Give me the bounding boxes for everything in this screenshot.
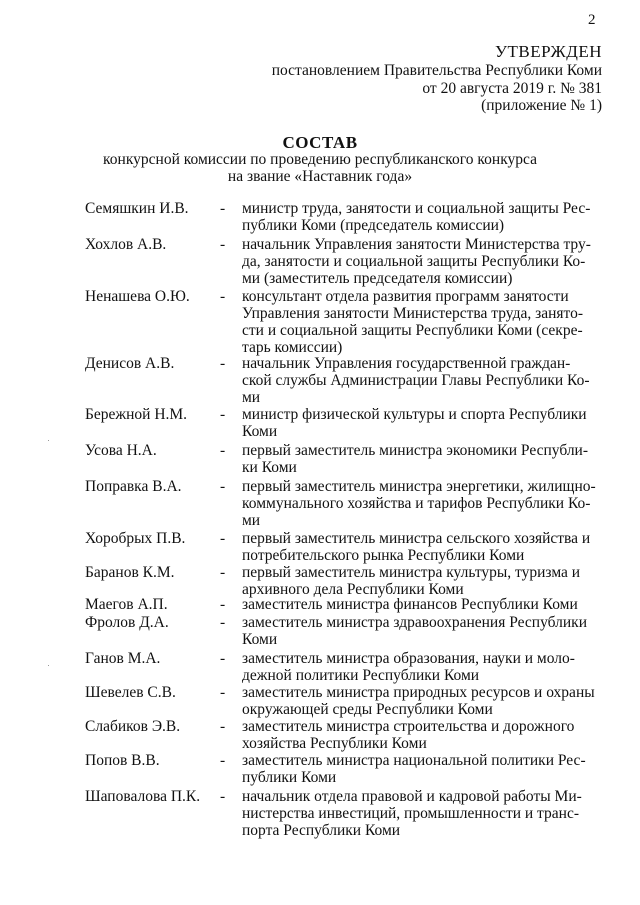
- member-dash: -: [220, 650, 226, 667]
- member-name: Фролов Д.А.: [85, 614, 169, 631]
- member-role-line: Коми: [242, 423, 278, 440]
- member-role: [242, 650, 600, 684]
- member-name: Ганов М.А.: [85, 650, 161, 667]
- approval-line-2: от 20 августа 2019 г. № 381: [422, 79, 602, 97]
- member-role-line: министр труда, занятости и социальной защиты Рес-: [242, 200, 591, 217]
- member-role: [242, 288, 600, 356]
- member-role-line: тарь комиссии): [242, 339, 343, 356]
- member-role-line: ми: [242, 389, 261, 406]
- member-name: Хоробрых П.В.: [85, 530, 186, 547]
- margin-mark: [48, 440, 49, 441]
- member-role-line: ской службы Администрации Главы Республики Ко-: [242, 372, 590, 389]
- member-role-line: ми (заместитель председателя комиссии): [242, 270, 513, 287]
- member-role-line: заместитель министра образования, науки и моло-: [242, 650, 575, 667]
- member-role-line: коммунального хозяйства и тарифов Республики Ко-: [242, 495, 591, 512]
- member-role-line: потребительского рынка Республики Коми: [242, 547, 525, 564]
- approval-title: УТВЕРЖДЕН: [495, 42, 602, 61]
- member-dash: -: [220, 596, 226, 613]
- member-role-line: первый заместитель министра энергетики, жилищно-: [242, 478, 596, 495]
- member-dash: -: [220, 718, 226, 735]
- member-name: Ненашева О.Ю.: [85, 288, 190, 305]
- member-name: Баранов К.М.: [85, 564, 175, 581]
- member-dash: -: [220, 442, 226, 459]
- member-role-line: публики Коми (председатель комиссии): [242, 217, 505, 234]
- member-role: [242, 614, 600, 648]
- document-subtitle: [0, 151, 640, 185]
- member-dash: -: [220, 288, 226, 305]
- member-role-line: дежной политики Республики Коми: [242, 667, 480, 684]
- member-role: [242, 442, 600, 476]
- member-name: Семяшкин И.В.: [85, 200, 189, 217]
- member-role-line: Коми: [242, 631, 278, 648]
- member-dash: -: [220, 684, 226, 701]
- member-role-line: Управления занятости Министерства труда, занято-: [242, 305, 583, 322]
- member-role: [242, 718, 600, 752]
- member-dash: -: [220, 200, 226, 217]
- member-role-line: заместитель министра финансов Республики Коми: [242, 596, 578, 613]
- member-role-line: хозяйства Республики Коми: [242, 735, 427, 752]
- member-role-line: заместитель министра национальной политики Рес-: [242, 752, 586, 769]
- member-role-line: сти и социальной защиты Республики Коми (секре-: [242, 322, 583, 339]
- member-name: Бережной Н.М.: [85, 406, 188, 423]
- member-role: [242, 200, 600, 234]
- member-dash: -: [220, 406, 226, 423]
- member-role: [242, 752, 600, 786]
- member-role-line: заместитель министра строительства и дорожного: [242, 718, 575, 735]
- page-number: 2: [588, 12, 596, 28]
- member-role-line: начальник отдела правовой и кадровой работы Ми-: [242, 788, 582, 805]
- member-name: Маегов А.П.: [85, 596, 168, 613]
- member-role-line: первый заместитель министра культуры, туризма и: [242, 564, 581, 581]
- member-name: Слабиков Э.В.: [85, 718, 181, 735]
- member-dash: -: [220, 530, 226, 547]
- member-role-line: заместитель министра природных ресурсов и охраны: [242, 684, 595, 701]
- document-title: СОСТАВ: [282, 133, 358, 152]
- approval-line-1: постановлением Правительства Республики Коми: [271, 62, 602, 79]
- member-role-line: заместитель министра здравоохранения Республики: [242, 614, 587, 631]
- margin-mark: [48, 665, 49, 666]
- member-name: Шаповалова П.К.: [85, 788, 201, 805]
- member-role-line: первый заместитель министра экономики Республи-: [242, 442, 589, 459]
- subtitle-line-2: на звание «Наставник года»: [227, 168, 413, 185]
- member-role-line: начальник Управления государственной граждан-: [242, 355, 571, 372]
- member-role: [242, 788, 600, 839]
- approval-line-3: (приложение № 1): [481, 97, 602, 114]
- member-name: Хохлов А.В.: [85, 236, 167, 253]
- member-role: [242, 564, 600, 598]
- member-name: Денисов А.В.: [85, 355, 175, 372]
- member-role-line: окружающей среды Республики Коми: [242, 701, 493, 718]
- member-role: [242, 684, 600, 718]
- member-dash: -: [220, 355, 226, 372]
- member-role-line: ки Коми: [242, 459, 297, 476]
- member-dash: -: [220, 614, 226, 631]
- member-role-line: архивного дела Республики Коми: [242, 581, 464, 598]
- member-role-line: консультант отдела развития программ занятости: [242, 288, 569, 305]
- member-role: [242, 236, 600, 287]
- member-name: Поправка В.А.: [85, 478, 182, 495]
- member-name: Шевелев С.В.: [85, 684, 176, 701]
- member-role-line: первый заместитель министра сельского хозяйства и: [242, 530, 591, 547]
- member-name: Попов В.В.: [85, 752, 160, 769]
- member-name: Усова Н.А.: [85, 442, 157, 459]
- subtitle-line-1: конкурсной комиссии по проведению республиканского конкурса: [103, 151, 537, 168]
- member-role: [242, 596, 600, 613]
- member-role: [242, 406, 600, 440]
- member-role-line: министр физической культуры и спорта Республики: [242, 406, 587, 423]
- member-role-line: начальник Управления занятости Министерства тру-: [242, 236, 591, 253]
- member-dash: -: [220, 478, 226, 495]
- member-role: [242, 530, 600, 564]
- approval-block: [272, 42, 602, 115]
- member-role: [242, 478, 600, 529]
- member-role-line: нистерства инвестиций, промышленности и транс-: [242, 805, 579, 822]
- member-role-line: ми: [242, 512, 261, 529]
- member-dash: -: [220, 564, 226, 581]
- member-role: [242, 355, 600, 406]
- member-role-line: да, занятости и социальной защиты Республики Ко-: [242, 253, 586, 270]
- member-role-line: публики Коми: [242, 769, 337, 786]
- member-role-line: порта Республики Коми: [242, 822, 401, 839]
- member-dash: -: [220, 236, 226, 253]
- member-dash: -: [220, 788, 226, 805]
- member-dash: -: [220, 752, 226, 769]
